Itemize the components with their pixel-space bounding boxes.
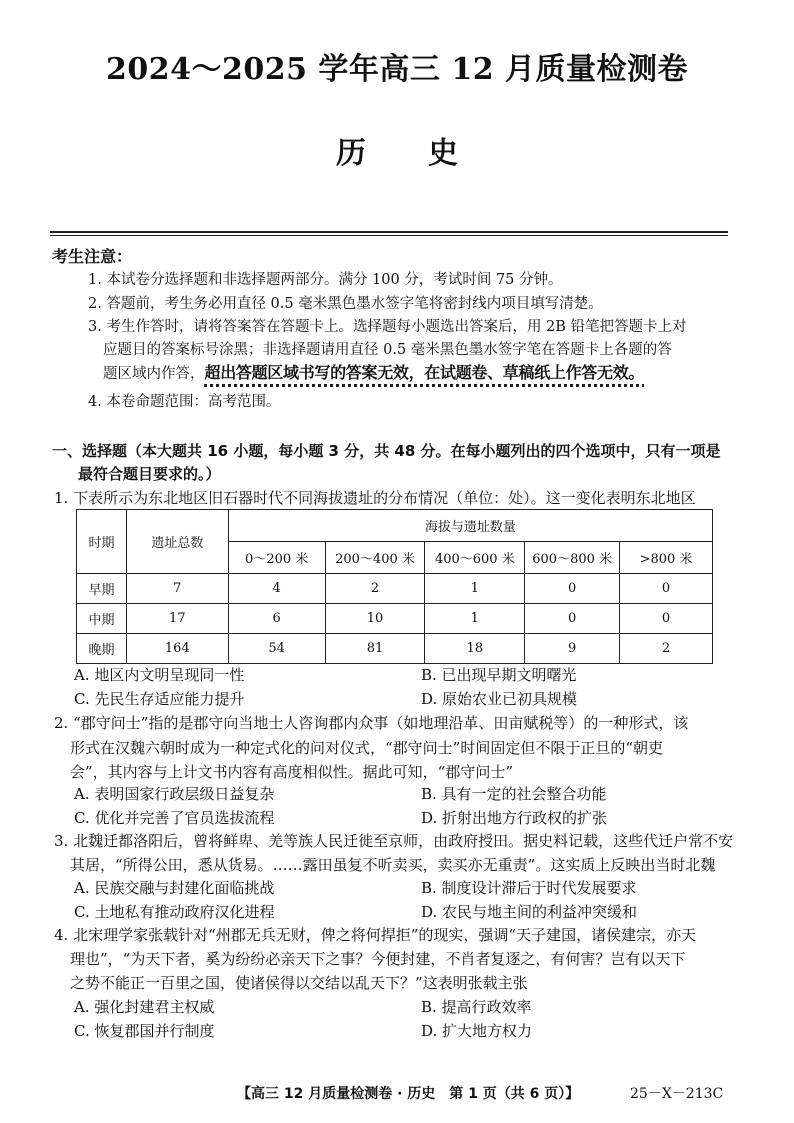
table-head-alt: 400～600 米 [425, 542, 525, 574]
q2-option-b: B. 具有一定的社会整合功能 [421, 785, 607, 803]
table-cell: 81 [325, 634, 425, 664]
table-row [77, 574, 713, 604]
notice-heading: 考生注意： [52, 247, 133, 266]
q4-option-b: B. 提高行政效率 [421, 998, 532, 1016]
q4-stem-line-2: 理也”，“为天下者，奚为纷纷必亲天下之事？今便封建，不肖者复逐之，有何害？岂有以天下 [70, 950, 686, 968]
notice-item-3: 3. 考生作答时，请将答案答在答题卡上。选择题每小题选出答案后，用 2B 铅笔把答题卡上对 [88, 319, 687, 335]
q2-stem-line-1: 2. “郡守问士”指的是郡守向当地士人咨询郡内众事（如地理沿革、田亩赋税等）的一种形式，该 [54, 714, 689, 732]
table-cell: 1 [425, 604, 525, 634]
section-heading: 一、选择题（本大题共 16 小题，每小题 3 分，共 48 分。在每小题列出的四个选项中，只有一项是 [52, 442, 721, 460]
q3-stem-line-1: 3. 北魏迁都洛阳后，曾将鲜卑、羌等族人民迁徙至京师，由政府授田。据史料记载，这些代迁户常不安 [54, 832, 734, 850]
table-cell-total: 164 [126, 634, 228, 664]
notice-emphasis: 超出答题区域书写的答案无效，在试题卷、草稿纸上作答无效。 [204, 363, 645, 382]
table-cell: 2 [620, 634, 713, 664]
notice-item-4: 4. 本卷命题范围：高考范围。 [88, 394, 281, 410]
q2-option-d: D. 折射出地方行政权的扩张 [421, 809, 608, 827]
q3-option-b: B. 制度设计滞后于时代发展要求 [421, 879, 637, 897]
table-cell: 54 [228, 634, 325, 664]
table-head-alt: >800 米 [620, 542, 713, 574]
table-cell: 1 [425, 574, 525, 604]
q2-stem-line-3: 会”，其内容与上计文书内容有高度相似性。据此可知，“郡守问士” [70, 763, 514, 781]
table-cell: 0 [525, 604, 620, 634]
q2-option-c: C. 优化并完善了官员选拔流程 [74, 809, 275, 827]
table-head-total: 遗址总数 [126, 510, 228, 574]
notice-item-3-tail: 题区域内作答， [103, 366, 205, 382]
table-head-alt: 600～800 米 [525, 542, 620, 574]
q2-option-a: A. 表明国家行政层级日益复杂 [74, 785, 275, 803]
subject-char-1: 历 [336, 136, 366, 171]
table-cell: 0 [525, 574, 620, 604]
q3-stem-line-2: 其居，“所得公田，悉从货易。……露田虽复不听卖买，卖买亦无重责”。这实质上反映出当时北魏 [70, 856, 716, 874]
q1-stem: 1. 下表所示为东北地区旧石器时代不同海拔遗址的分布情况（单位：处）。这一变化表明东北地区 [54, 489, 696, 507]
table-cell-total: 7 [126, 574, 228, 604]
table-cell: 2 [325, 574, 425, 604]
q3-option-d: D. 农民与地主间的利益冲突缓和 [421, 903, 638, 921]
q1-option-b: B. 已出现早期文明曙光 [421, 666, 577, 684]
exam-title: 2024～2025 学年高三 12 月质量检测卷 [105, 52, 689, 87]
q4-option-a: A. 强化封建君主权威 [74, 998, 215, 1016]
table-cell-period: 中期 [77, 604, 127, 634]
table-head-alt: 0～200 米 [228, 542, 325, 574]
subject-title [0, 128, 794, 172]
table-cell: 0 [620, 604, 713, 634]
q4-option-c: C. 恢复郡国并行制度 [74, 1022, 215, 1040]
table-row [77, 604, 713, 634]
q1-option-c: C. 先民生存适应能力提升 [74, 690, 245, 708]
table-cell-period: 早期 [77, 574, 127, 604]
table-cell-period: 晚期 [77, 634, 127, 664]
notice-item-3-cont2 [103, 360, 644, 383]
table-head-period: 时期 [77, 510, 127, 574]
table-head-altitude-group: 海拔与遗址数量 [228, 510, 712, 542]
page-footer: 【高三 12 月质量检测卷 · 历史 第 1 页（共 6 页）】 [237, 1086, 580, 1102]
table-cell: 10 [325, 604, 425, 634]
table-head-alt: 200～400 米 [325, 542, 425, 574]
notice-item-3-cont: 应题目的答案标号涂黑；非选择题请用直径 0.5 毫米黑色墨水签字笔在答题卡上各题的答 [103, 342, 672, 358]
q4-stem-line-3: 之势不能正一百里之国，使诸侯得以交结以乱天下？”这表明张载主张 [70, 974, 528, 992]
table-cell: 0 [620, 574, 713, 604]
section-heading-cont: 最符合题目要求的。） [78, 465, 221, 483]
q2-stem-line-2: 形式在汉魏六朝时成为一种定式化的问对仪式，“郡守问士”时间固定但不限于正旦的“朝吏 [70, 739, 664, 757]
q1-table [76, 509, 713, 664]
exam-code: 25－X－213C [630, 1086, 724, 1102]
header-rule-thin [50, 235, 728, 236]
table-cell: 9 [525, 634, 620, 664]
table-cell: 6 [228, 604, 325, 634]
notice-item-2: 2. 答题前，考生务必用直径 0.5 毫米黑色墨水签字笔将密封线内项目填写清楚。 [88, 296, 603, 312]
q4-stem-line-1: 4. 北宋理学家张载针对“州郡无兵无财，俾之将何捍拒”的现实，强调“天子建国，诸侯建宗，亦天 [54, 926, 697, 944]
q1-option-a: A. 地区内文明呈现同一性 [74, 666, 245, 684]
table-row [77, 634, 713, 664]
notice-item-1: 1. 本试卷分选择题和非选择题两部分。满分 100 分，考试时间 75 分钟。 [88, 272, 563, 288]
q4-option-d: D. 扩大地方权力 [421, 1022, 533, 1040]
subject-char-2: 史 [428, 136, 458, 171]
q1-option-d: D. 原始农业已初具规模 [421, 690, 578, 708]
table-cell: 18 [425, 634, 525, 664]
header-rule-thick [50, 231, 728, 233]
table-cell: 4 [228, 574, 325, 604]
q3-option-a: A. 民族交融与封建化面临挑战 [74, 879, 275, 897]
q3-option-c: C. 土地私有推动政府汉化进程 [74, 903, 275, 921]
table-cell-total: 17 [126, 604, 228, 634]
